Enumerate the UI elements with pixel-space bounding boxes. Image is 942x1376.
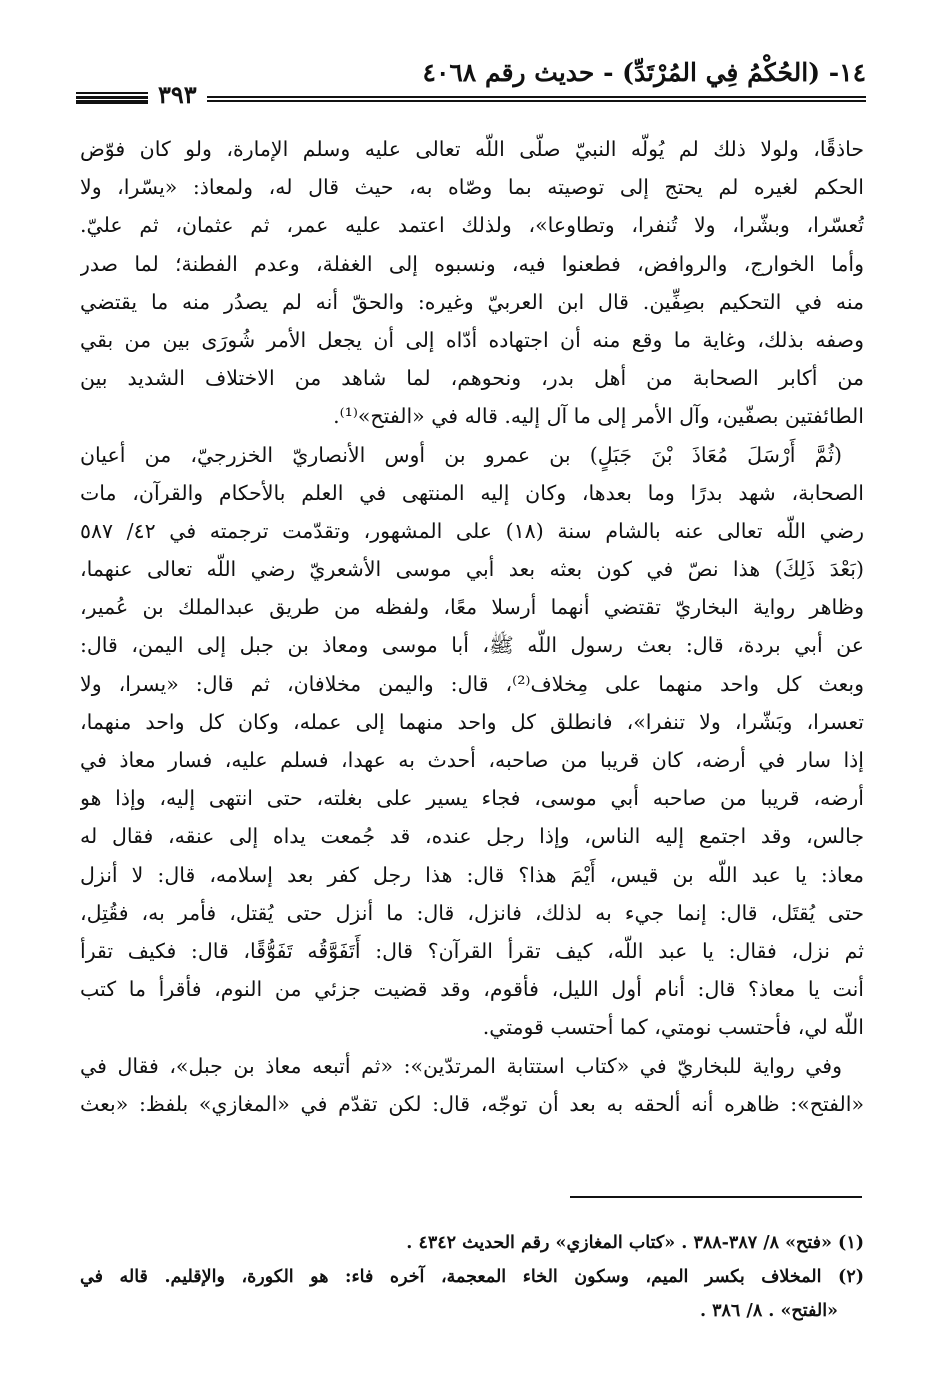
text-line: الحكم لغيره لم يحتج إلى توصيته بما وصّاه به، حيث قال له، ولمعاذ: «يسّرا، ولا bbox=[80, 175, 864, 200]
text-line: الطائفتين بصفّين، وآل الأمر إلى ما آل إليه. قاله في «الفتح»⁽¹⁾. bbox=[333, 404, 864, 429]
text-line: (ثُمَّ أَرْسَلَ مُعَاذَ بْنَ جَبَلٍ) بن عمرو بن أوس الأنصاريّ الخزرجيّ، من أعيان bbox=[80, 442, 842, 467]
text-line: ثم نزل، فقال: يا عبد اللّه، كيف تقرأ القرآن؟ قال: أَتَفَوَّقُه تَفَوُّقًا، قال: فكيف تقرأ bbox=[80, 938, 864, 963]
text-line: وأما الخوارج، والروافض، فطعنوا فيه، ونسبوه إلى الغفلة، وعدم الفطنة؛ لما صدر bbox=[80, 251, 864, 276]
text-line: حاذقًا، ولولا ذلك لم يُولّه النبيّ صلّى اللّه تعالى عليه وسلم الإمارة، ولو كان فوّض bbox=[80, 137, 864, 161]
footnote-2: (٢) المخلاف بكسر الميم، وسكون الخاء المعجمة، آخره فاء: هو الكورة، والإقليم. قاله في bbox=[80, 1267, 864, 1287]
text-line: معاذ: يا عبد اللّه بن قيس، أَيْمَ هذا؟ قال: هذا رجل كفر بعد إسلامه، قال: لا أنزل bbox=[80, 862, 864, 887]
text-line: «الفتح»: ظاهره أنه ألحقه به بعد أن توجّه، قال: لكن تقدّم في «المغازي» بلفظ: «بعث bbox=[80, 1091, 864, 1116]
text-line: (بَعْدَ ذَلِكَ) هذا نصّ في كون بعثه بعد أبي موسى الأشعريّ رضي اللّه تعالى عنهما، bbox=[80, 557, 864, 582]
page-number: ٣٩٣ bbox=[148, 80, 207, 109]
text-line: منه في التحكيم بصِفِّين. قال ابن العربيّ وغيره: والحقّ أنه لم يصدُر منه ما يقتضي bbox=[80, 289, 864, 314]
header-title: ١٤- (الحُكْمُ فِي المُرْتَدِّ) - حديث رقم ٤٠٦٨ bbox=[422, 58, 866, 87]
text-line: وظاهر رواية البخاريّ تقتضي أنهما أرسلا معًا، ولفظه من طريق عبدالملك بن عُمير، bbox=[80, 595, 864, 620]
main-text bbox=[80, 130, 864, 1123]
text-line: أرضه، قريبا من صاحبه أبي موسى، فجاء يسير على بغلته، حتى انتهى إليه، وإذا هو bbox=[80, 786, 864, 811]
text-line: إذا سار في أرضه، كان قريبا من صاحبه، أحدث به عهدا، فسلم عليه، فسار معاذ في bbox=[80, 748, 864, 772]
footnotes bbox=[80, 1226, 864, 1328]
footnote-separator bbox=[570, 1196, 862, 1198]
footnote-2-continued: «الفتح» . ٨/ ٣٨٦ . bbox=[699, 1301, 838, 1321]
text-line: وفي رواية للبخاريّ في «كتاب استتابة المرتدّين»: «ثم أتبعه معاذ بن جبل»، فقال في bbox=[80, 1053, 842, 1078]
text-line: أنت يا معاذ؟ قال: أنام أول الليل، فأقوم، وقد قضيت جزئي من النوم، فأقرأ ما كتب bbox=[80, 977, 864, 1002]
text-line: وبعث كل واحد منهما على مِخلاف⁽²⁾، قال: واليمن مخلافان، ثم قال: «يسرا، ولا bbox=[80, 671, 864, 696]
text-line: وصفه بذلك، وغاية ما وقع منه أن اجتهاده أدّاه إلى أن يجعل الأمر شُورَى بين من بقي bbox=[80, 327, 864, 352]
text-line: جالس، وقد اجتمع إليه الناس، وإذا رجل عنده، قد جُمعت يداه إلى عنقه، فقال له bbox=[80, 824, 864, 849]
text-line: الصحابة، شهد بدرًا وما بعدها، وكان إليه المنتهى في العلم بالأحكام والقرآن، مات bbox=[80, 480, 864, 505]
text-line: عن أبي بردة، قال: بعث رسول اللّه ﷺ، أبا موسى ومعاذ بن جبل إلى اليمن، قال: bbox=[80, 633, 864, 658]
text-line: تُعسّرا، وبشّرا، ولا تُنفرا، وتطاوعا»، ولذلك اعتمد عليه عمر، ثم عثمان، ثم عليّ. bbox=[80, 213, 864, 238]
text-line: اللّه لي، فأحتسب نومتي، كما أحتسب قومتي. bbox=[482, 1015, 864, 1040]
text-line: تعسرا، وبَشّرا، ولا تنفرا»، فانطلق كل واحد منهما إلى عمله، وكان كل واحد منهما، bbox=[80, 709, 864, 734]
footnote-1: (١) «فتح» ٨/ ٣٨٧-٣٨٨ . «كتاب المغازي» رقم الحديث ٤٣٤٢ . bbox=[406, 1233, 864, 1253]
text-line: من أكابر الصحابة من أهل بدر، ونحوهم، لما شاهد من الاختلاف الشديد بين bbox=[80, 366, 864, 391]
running-header bbox=[76, 52, 866, 122]
text-line: رضي اللّه تعالى عنه بالشام سنة (١٨) على المشهور، وتقدّمت ترجمته في ٤٢/ ٥٨٧ bbox=[80, 518, 864, 543]
header-left-lines bbox=[76, 92, 148, 107]
text-line: حتى يُقتَل، قال: إنما جيء به لذلك، فانزل، قال: ما أنزل حتى يُقتل، فأمر به، فقُتِل، bbox=[80, 900, 864, 925]
